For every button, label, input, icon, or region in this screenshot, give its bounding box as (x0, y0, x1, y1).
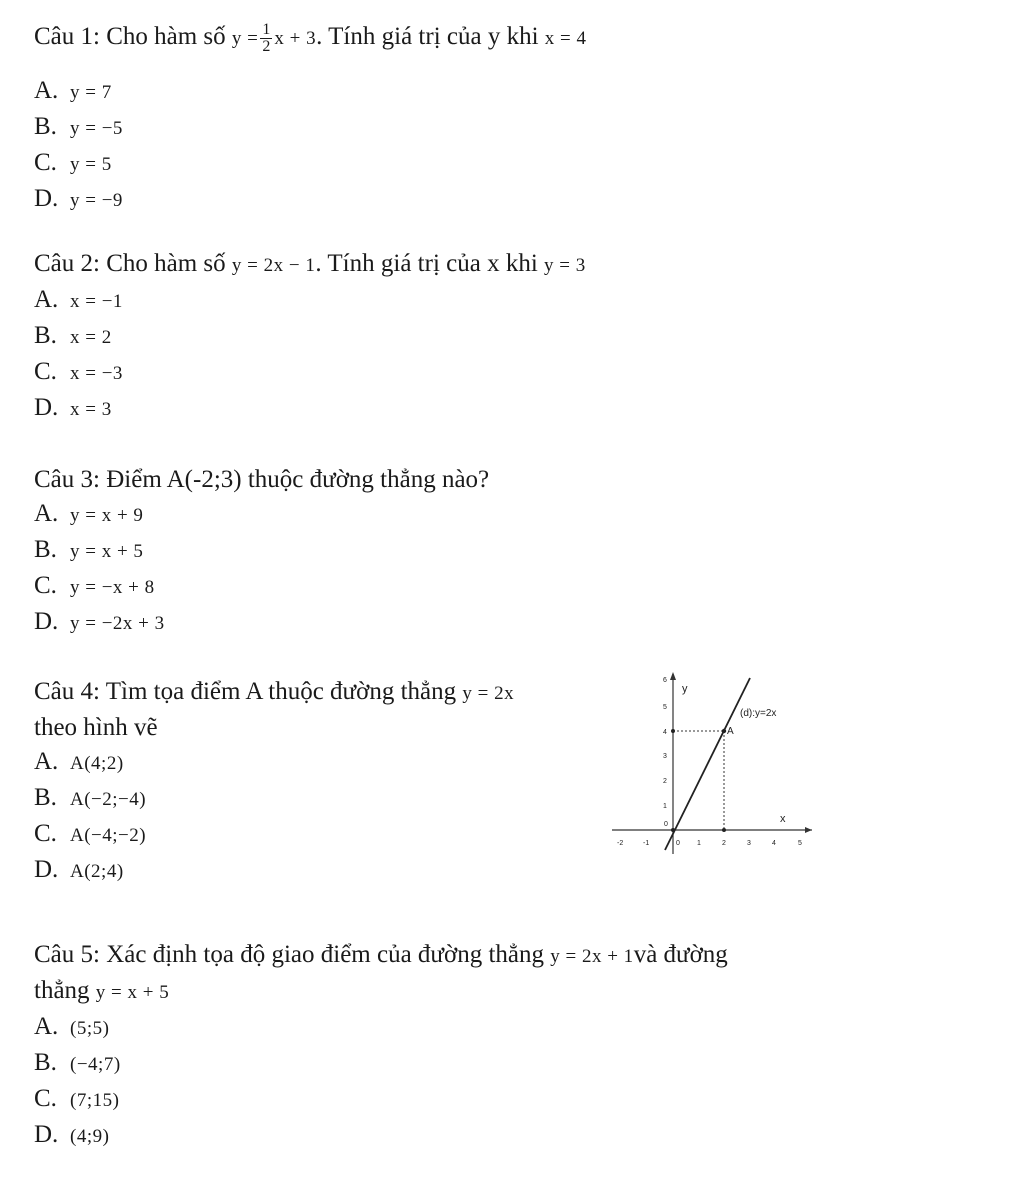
question-4-option-a[interactable] (34, 745, 974, 781)
question-5-stem (34, 938, 974, 974)
option-letter: A. (34, 77, 59, 104)
option-letter: D. (34, 394, 59, 421)
option-text: A(4;2) (70, 753, 124, 774)
fraction (260, 22, 272, 55)
option-letter: A. (34, 500, 59, 527)
y-axis-label: y (682, 683, 688, 695)
x-tick: 5 (798, 840, 802, 847)
x-tick: -1 (643, 840, 650, 847)
option-text: A(−2;−4) (70, 789, 147, 810)
question-2-condition: y = 3 (544, 255, 586, 276)
question-3-option-c[interactable] (34, 569, 974, 605)
question-2-option-d[interactable] (34, 391, 974, 427)
origin-dot (671, 828, 675, 832)
question-2-mid: . Tính giá trị của x khi (315, 250, 538, 277)
question-3-option-d[interactable] (34, 605, 974, 641)
point-a-label: A (727, 726, 734, 737)
x-tick: 4 (772, 840, 776, 847)
point-a (722, 729, 726, 733)
question-1-label: Câu 1: Cho hàm số (34, 23, 226, 50)
option-letter: C. (34, 149, 57, 176)
question-3-option-b[interactable] (34, 533, 974, 569)
question-5 (34, 938, 974, 1154)
question-4-stem-line-2: theo hình vẽ (34, 714, 158, 741)
question-5-option-b[interactable] (34, 1046, 974, 1082)
option-text: y = −x + 8 (70, 577, 155, 598)
question-1-option-b[interactable] (34, 110, 974, 146)
question-1-option-d[interactable] (34, 182, 974, 218)
question-2 (34, 247, 974, 427)
option-text: y = −9 (70, 190, 123, 211)
option-letter: C. (34, 820, 57, 847)
question-5-option-d[interactable] (34, 1118, 974, 1154)
line-label: (d):y=2x (740, 708, 777, 719)
option-text: y = −5 (70, 118, 123, 139)
option-letter: B. (34, 536, 57, 563)
option-letter: A. (34, 286, 59, 313)
option-letter: C. (34, 572, 57, 599)
option-text: (5;5) (70, 1018, 110, 1039)
x-axis-label: x (780, 813, 786, 825)
option-letter: A. (34, 1013, 59, 1040)
question-4-option-c[interactable] (34, 817, 974, 853)
option-letter: C. (34, 1085, 57, 1112)
question-1-stem (34, 20, 974, 56)
question-5-line2-prefix: thẳng (34, 977, 90, 1004)
option-text: (−4;7) (70, 1054, 121, 1075)
y-tick: 2 (663, 778, 667, 785)
y-tick: 1 (663, 803, 667, 810)
option-text: x = −3 (70, 363, 123, 384)
option-text: y = 7 (70, 82, 112, 103)
question-2-option-c[interactable] (34, 355, 974, 391)
y-axis-arrow (670, 672, 676, 680)
option-text: (4;9) (70, 1126, 110, 1147)
question-1-condition: x = 4 (544, 28, 587, 49)
fraction-numerator: 1 (262, 20, 271, 38)
option-letter: B. (34, 1049, 57, 1076)
x-tick: 2 (722, 840, 726, 847)
option-text: y = x + 5 (70, 541, 144, 562)
question-1-function-prefix: y = (231, 28, 259, 49)
question-4-graph (612, 668, 822, 858)
option-text: (7;15) (70, 1090, 120, 1111)
question-3-option-a[interactable] (34, 497, 974, 533)
option-letter: C. (34, 358, 57, 385)
point-x2 (722, 828, 726, 832)
question-2-option-a[interactable] (34, 283, 974, 319)
question-4-function: y = 2x (462, 683, 515, 704)
question-2-label: Câu 2: Cho hàm số (34, 250, 226, 277)
option-text: x = 3 (70, 399, 112, 420)
y-tick: 4 (663, 729, 667, 736)
question-5-mid: và đường (633, 941, 728, 968)
question-5-label: Câu 5: Xác định tọa độ giao điểm của đường thẳng (34, 941, 544, 968)
question-1-mid: . Tính giá trị của y khi (316, 23, 539, 50)
option-text: y = 5 (70, 154, 112, 175)
option-letter: D. (34, 185, 59, 212)
option-letter: B. (34, 322, 57, 349)
option-letter: D. (34, 1121, 59, 1148)
question-3 (34, 463, 974, 641)
option-text: x = 2 (70, 327, 112, 348)
question-1-option-c[interactable] (34, 146, 974, 182)
y-tick: 3 (663, 753, 667, 760)
x-tick: 0 (676, 840, 680, 847)
option-letter: D. (34, 608, 59, 635)
option-text: A(−4;−2) (70, 825, 147, 846)
question-1-option-a[interactable] (34, 74, 974, 110)
option-letter: D. (34, 856, 59, 883)
line-d (665, 678, 750, 850)
x-axis-arrow (805, 827, 812, 833)
option-letter: B. (34, 113, 57, 140)
question-4 (34, 675, 974, 889)
y-tick: 6 (663, 677, 667, 684)
x-tick: 1 (697, 840, 701, 847)
question-4-stem (34, 675, 974, 711)
question-2-option-b[interactable] (34, 319, 974, 355)
option-text: A(2;4) (70, 861, 124, 882)
question-1-function-suffix: x + 3 (274, 28, 317, 49)
x-tick: 3 (747, 840, 751, 847)
option-text: y = −2x + 3 (70, 613, 165, 634)
question-2-function: y = 2x − 1 (231, 255, 316, 276)
question-5-function-1: y = 2x + 1 (550, 946, 634, 967)
option-text: y = x + 9 (70, 505, 144, 526)
question-3-stem: Câu 3: Điểm A(-2;3) thuộc đường thẳng nào? (34, 466, 490, 493)
question-5-stem-line-2 (34, 974, 974, 1010)
question-1 (34, 20, 974, 218)
question-5-option-c[interactable] (34, 1082, 974, 1118)
question-2-stem (34, 247, 974, 283)
fraction-denominator: 2 (262, 37, 271, 55)
x-tick: -2 (617, 840, 624, 847)
option-letter: A. (34, 748, 59, 775)
question-4-option-d[interactable] (34, 853, 974, 889)
origin-label: 0 (664, 821, 668, 828)
option-text: x = −1 (70, 291, 123, 312)
question-5-option-a[interactable] (34, 1010, 974, 1046)
point-y4 (671, 729, 675, 733)
question-4-label: Câu 4: Tìm tọa điểm A thuộc đường thẳng (34, 678, 457, 705)
question-5-function-2: y = x + 5 (95, 982, 170, 1003)
question-4-option-b[interactable] (34, 781, 974, 817)
y-tick: 5 (663, 704, 667, 711)
option-letter: B. (34, 784, 57, 811)
